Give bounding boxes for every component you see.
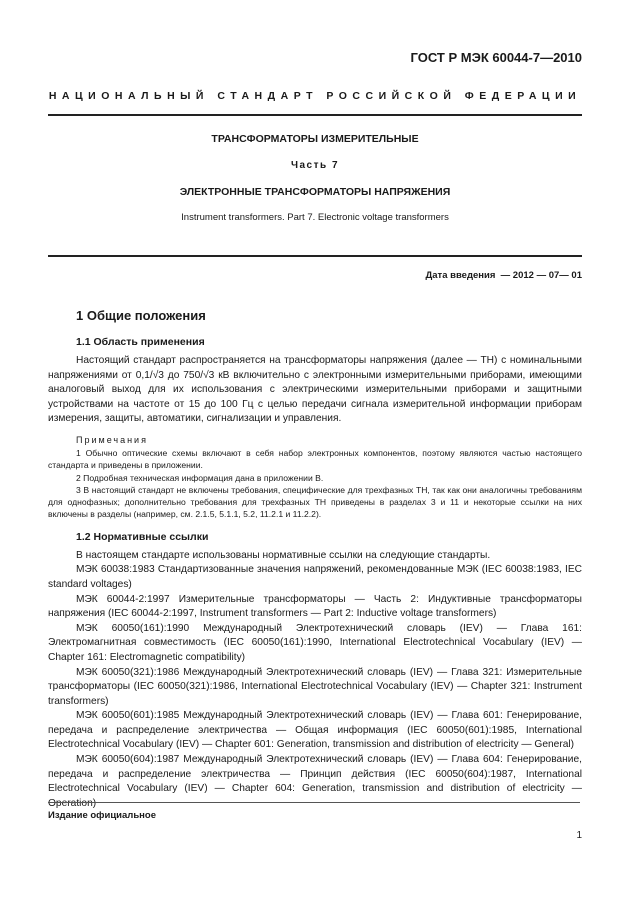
reference-item: МЭК 60038:1983 Стандартизованные значения напряжений, рекомендованные МЭК (IEC 60038:1983, IEC standard voltages) <box>48 564 582 590</box>
part-label: Часть 7 <box>290 160 340 171</box>
subsection-heading-scope: 1.1 Область применения <box>76 336 205 348</box>
top-divider <box>48 114 582 116</box>
references-intro: В настоящем стандарте использованы нормативные ссылки на следующие стандарты. <box>76 549 491 561</box>
title-divider <box>48 255 582 257</box>
subsection-heading-references: 1.2 Нормативные ссылки <box>76 530 209 543</box>
document-body <box>48 306 582 811</box>
document-title: ТРАНСФОРМАТОРЫ ИЗМЕРИТЕЛЬНЫЕ <box>211 133 419 145</box>
national-standard-banner: НАЦИОНАЛЬНЫЙ СТАНДАРТ РОССИЙСКОЙ ФЕДЕРАЦИИ <box>48 90 582 102</box>
scope-paragraph: Настоящий стандарт распространяется на трансформаторы напряжения (далее — ТН) с номинальными напряжениями от 0,1/√3 до 750/√3 кВ включительно с электронными измерительными приборами, имеющими аналоговый выход для их использования с электрическими измерительными приборами и защитными устройствами на частоте от 15 до 100 Гц с целью передачи сигнала измерительной информации приборам измерения, защиты, автоматики, сигнализации и управления. <box>48 355 582 425</box>
reference-item: МЭК 60050(161):1990 Международный Электротехнический словарь (IEV) — Глава 161: Электромагнитная совместимость (IEC 60050(161):1990, International Electrotechnical Vocabulary (IEV) — Chapter 161: Electromagnetic compatibility) <box>48 622 582 663</box>
page-number: 1 <box>576 830 582 841</box>
note-item: 1 Обычно оптические схемы включают в себя набор электронных компонентов, поэтому являются частью настоящего стандарта и приведены в приложении. <box>48 447 582 471</box>
section-heading: 1 Общие положения <box>76 308 206 323</box>
edition-label: Издание официальное <box>48 810 156 821</box>
reference-item: МЭК 60050(601):1985 Международный Электротехнический словарь (IEV) — Глава 601: Генерирование, передача и распределение электричества — Общая информация (IEC 60050(601):1985, International Electrotechnical Vocabulary (IEV) — Chapter 601: Generation, transmission and distribution of electricity — General) <box>48 710 582 751</box>
standard-number: ГОСТ Р МЭК 60044-7—2010 <box>410 50 582 65</box>
reference-item: МЭК 60050(604):1987 Международный Электротехнический словарь (IEV) — Глава 604: Генерирование, передача и распределение электричества — Принцип действия (IEC 60050(604):1987, International Electrotechnical Vocabulary (IEV) — Chapter 604: Generation, transmission and distribution of electricity — Operation) <box>48 754 582 809</box>
document-subtitle: ЭЛЕКТРОННЫЕ ТРАНСФОРМАТОРЫ НАПРЯЖЕНИЯ <box>179 186 451 198</box>
notes-heading: Примечания <box>76 434 148 445</box>
english-title: Instrument transformers. Part 7. Electronic voltage transformers <box>181 212 449 223</box>
reference-item: МЭК 60044-2:1997 Измерительные трансформаторы — Часть 2: Индуктивные трансформаторы напряжения (IEC 60044-2:1997, Instrument transformers — Part 2: Inductive voltage transformers) <box>48 593 582 620</box>
note-item: 2 Подробная техническая информация дана в приложении В. <box>76 472 324 483</box>
introduction-date: Дата введения — 2012 — 07— 01 <box>425 270 582 281</box>
note-item: 3 В настоящий стандарт не включены требования, специфические для трехфазных ТН, так как они аналогичны требованиям для однофазных; дополнительно требования для трехфазных ТН приведены в разделах 3 и 11 и некоторые ссылки на них включены в разделы (например, см. 2.1.5, 5.1.1, 5.2, 11.2.1 и 11.2.2). <box>48 484 582 520</box>
reference-item: МЭК 60050(321):1986 Международный Электротехнический словарь (IEV) — Глава 321: Измерительные трансформаторы (IEC 60050(321):1986, International Electrotechnical Vocabulary (IEV) — Chapter 321: Instrument transformers) <box>48 666 582 707</box>
footer-divider <box>48 802 580 803</box>
